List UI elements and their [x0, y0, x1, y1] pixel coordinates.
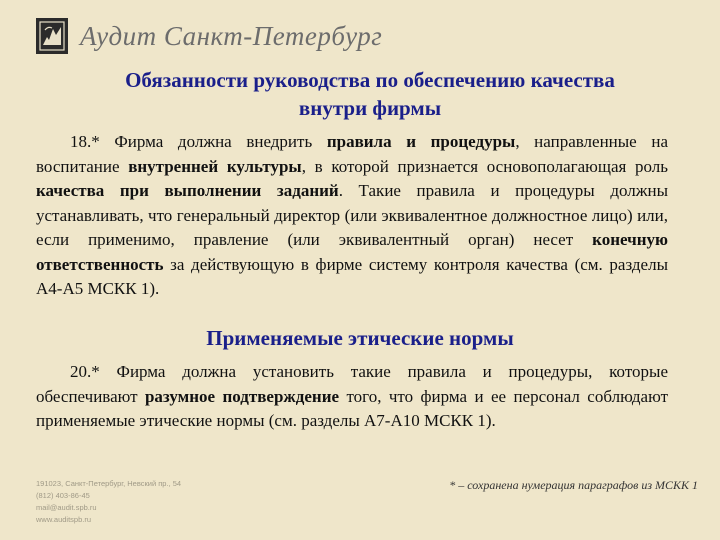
- paragraph-18: [36, 130, 668, 302]
- p18-bold-4: конечную ответственность: [36, 230, 668, 274]
- p18-bold-2: внутренней культуры: [128, 156, 302, 176]
- p20-bold-1: разумное подтверждение: [144, 386, 340, 406]
- company-name: Аудит Санкт-Петербург: [80, 20, 383, 51]
- p18-text-5: за действующую в фирме систему контроля качества (см. разделы А4-А5 МСКК 1).: [36, 254, 668, 298]
- company-address: [36, 478, 181, 526]
- p18-text-1: 18.* Фирма должна внедрить: [70, 132, 327, 151]
- p18-text-4: . Такие правила и процедуры должны устанавливать, что генеральный директор (или эквивалентное должностное лицо) или, если применимо, правление (или эквивалентный орган) несет: [36, 181, 668, 249]
- p18-bold-1: правила и процедуры: [326, 132, 516, 151]
- company-logo-icon: [36, 18, 68, 54]
- p18-text-2: , направленные на воспитание: [36, 132, 668, 176]
- website-line: www.auditspb.ru: [36, 515, 92, 524]
- page-title: [60, 66, 680, 122]
- paragraph-20: [36, 360, 668, 434]
- title-line-1: Обязанности руководства по обеспечению качества: [125, 68, 615, 92]
- address-line: 191023, Санкт-Петербург, Невский пр., 54: [36, 479, 182, 488]
- p18-text-3: , в которой признается основополагающая роль: [301, 156, 669, 176]
- title-line-2: внутри фирмы: [298, 96, 442, 120]
- phone-line: (812) 403-86-45: [36, 491, 90, 500]
- p18-bold-3: качества при выполнении заданий: [36, 181, 339, 200]
- footnote: * – сохранена нумерация параграфов из МСКК 1: [449, 478, 698, 492]
- p20-text-2: того, что фирма и ее персонал соблюдают применяемые этические нормы (см. разделы А7-А10 МСКК 1).: [36, 386, 669, 430]
- email-line: mail@audit.spb.ru: [36, 503, 97, 512]
- p20-text-1: 20.* Фирма должна установить такие правила и процедуры, которые обеспечивают: [36, 362, 668, 406]
- header: [36, 18, 382, 54]
- section-subtitle: Применяемые этические нормы: [206, 326, 514, 350]
